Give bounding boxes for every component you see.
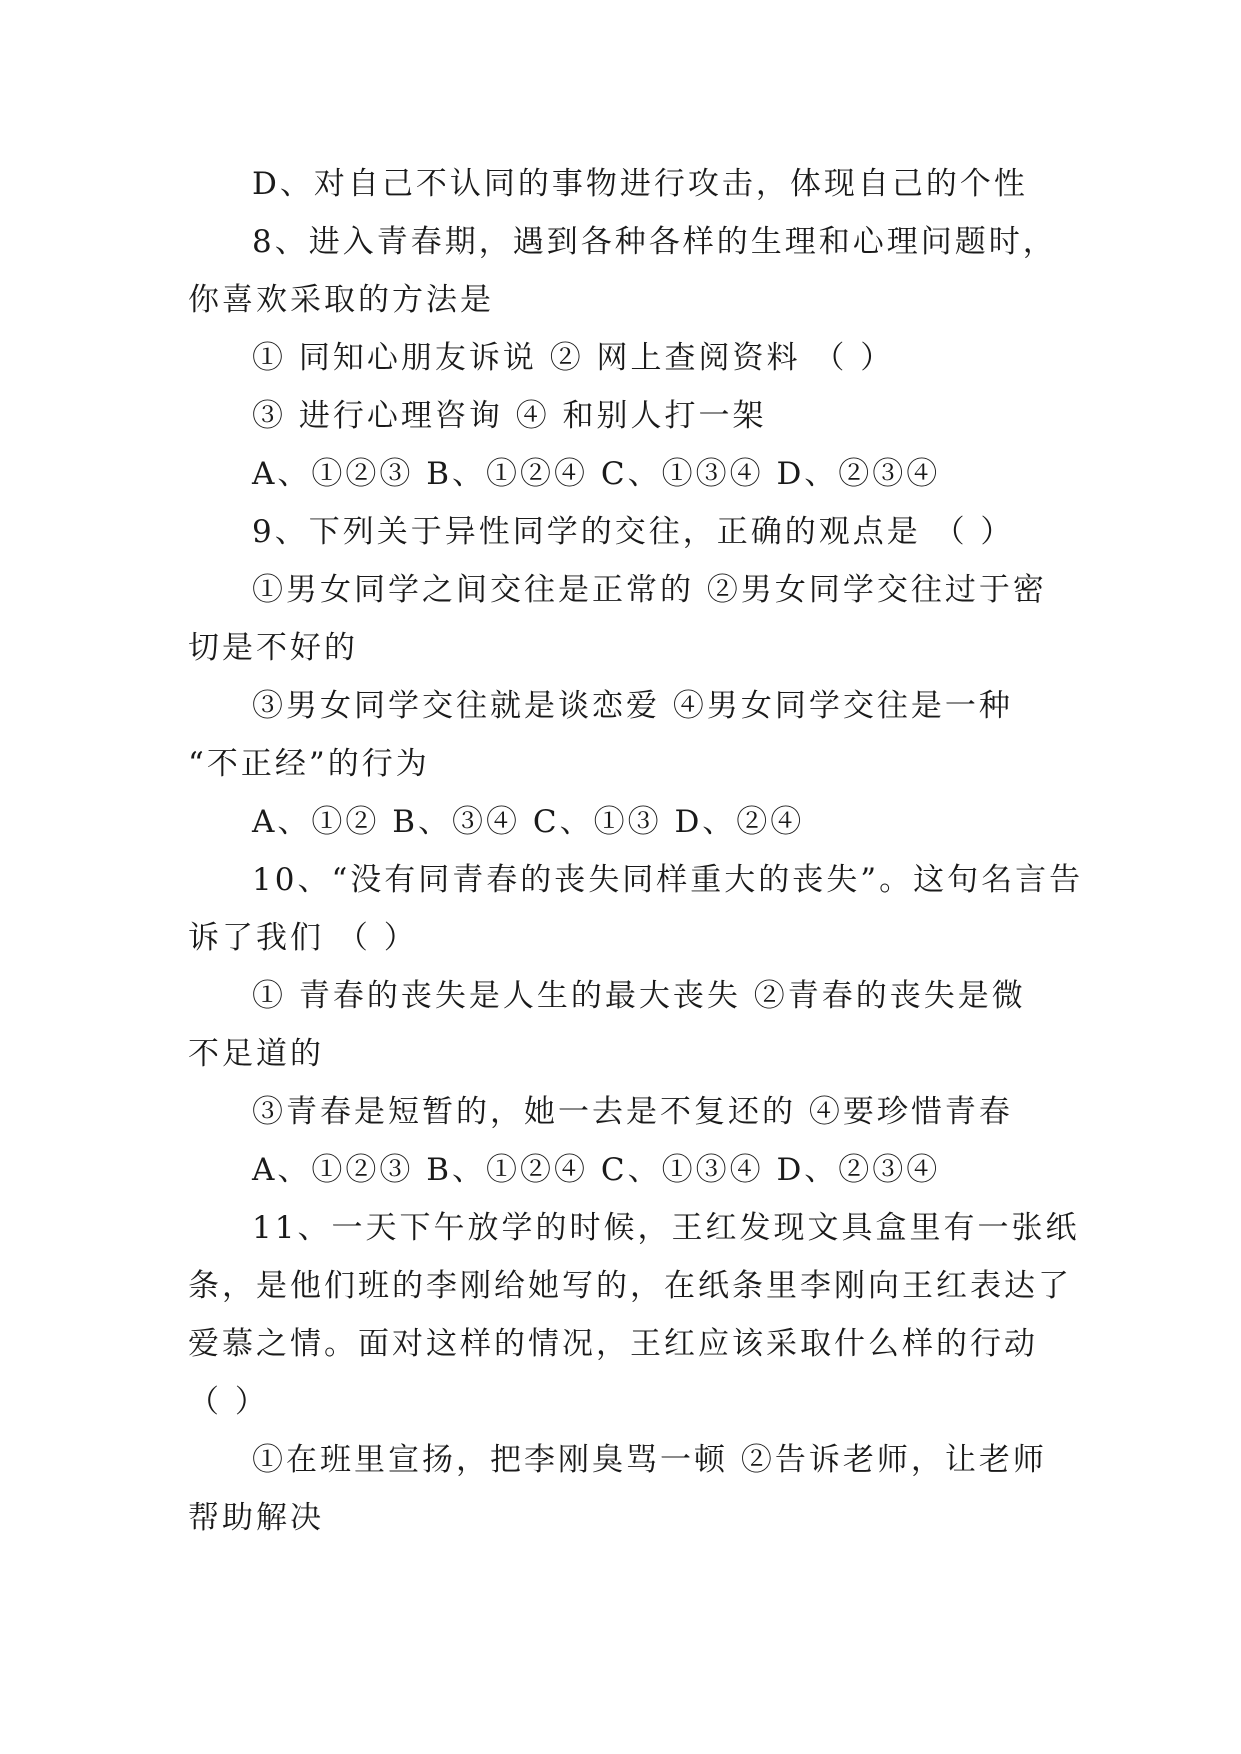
- question-11-answer-blank: （ ）: [188, 1384, 269, 1420]
- question-8-line-2: 你喜欢采取的方法是: [188, 282, 494, 318]
- question-8-options: A、①②③ B、①②④ C、①③④ D、②③④: [252, 456, 941, 492]
- question-8-items-1: ① 同知心朋友诉说 ② 网上查阅资料 （ ）: [252, 340, 895, 376]
- option-d-q7: D、对自己不认同的事物进行攻击，体现自己的个性: [252, 166, 1028, 202]
- question-10-line-2: 诉了我们 （ ）: [188, 920, 418, 956]
- question-8-line-1: 8、进入青春期，遇到各种各样的生理和心理问题时，: [252, 224, 1057, 260]
- question-10-items-2: ③青春是短暂的，她一去是不复还的 ④要珍惜青春: [252, 1094, 1013, 1130]
- question-11-items-1-cont: 帮助解决: [188, 1500, 324, 1536]
- question-9-items-1: ①男女同学之间交往是正常的 ②男女同学交往过于密: [252, 572, 1047, 608]
- question-11-line-1: 11、一天下午放学的时候，王红发现文具盒里有一张纸: [252, 1210, 1080, 1246]
- question-10-options: A、①②③ B、①②④ C、①③④ D、②③④: [252, 1152, 941, 1188]
- question-11-items-1: ①在班里宣扬，把李刚臭骂一顿 ②告诉老师，让老师: [252, 1442, 1047, 1478]
- question-9-line-1: 9、下列关于异性同学的交往，正确的观点是 （ ）: [252, 514, 1015, 550]
- question-9-items-1-cont: 切是不好的: [188, 630, 358, 666]
- question-10-line-1: 10、“没有同青春的丧失同样重大的丧失”。这句名言告: [252, 862, 1084, 898]
- question-9-items-2-cont: “不正经”的行为: [188, 746, 430, 782]
- question-9-items-2: ③男女同学交往就是谈恋爱 ④男女同学交往是一种: [252, 688, 1013, 724]
- question-9-options: A、①② B、③④ C、①③ D、②④: [252, 804, 805, 840]
- question-10-items-1: ① 青春的丧失是人生的最大丧失 ②青春的丧失是微: [252, 978, 1026, 1014]
- question-11-line-3: 爱慕之情。面对这样的情况，王红应该采取什么样的行动: [188, 1326, 1038, 1362]
- question-8-items-2: ③ 进行心理咨询 ④ 和别人打一架: [252, 398, 767, 434]
- question-11-line-2: 条，是他们班的李刚给她写的，在纸条里李刚向王红表达了: [188, 1268, 1072, 1304]
- question-10-items-1-cont: 不足道的: [188, 1036, 324, 1072]
